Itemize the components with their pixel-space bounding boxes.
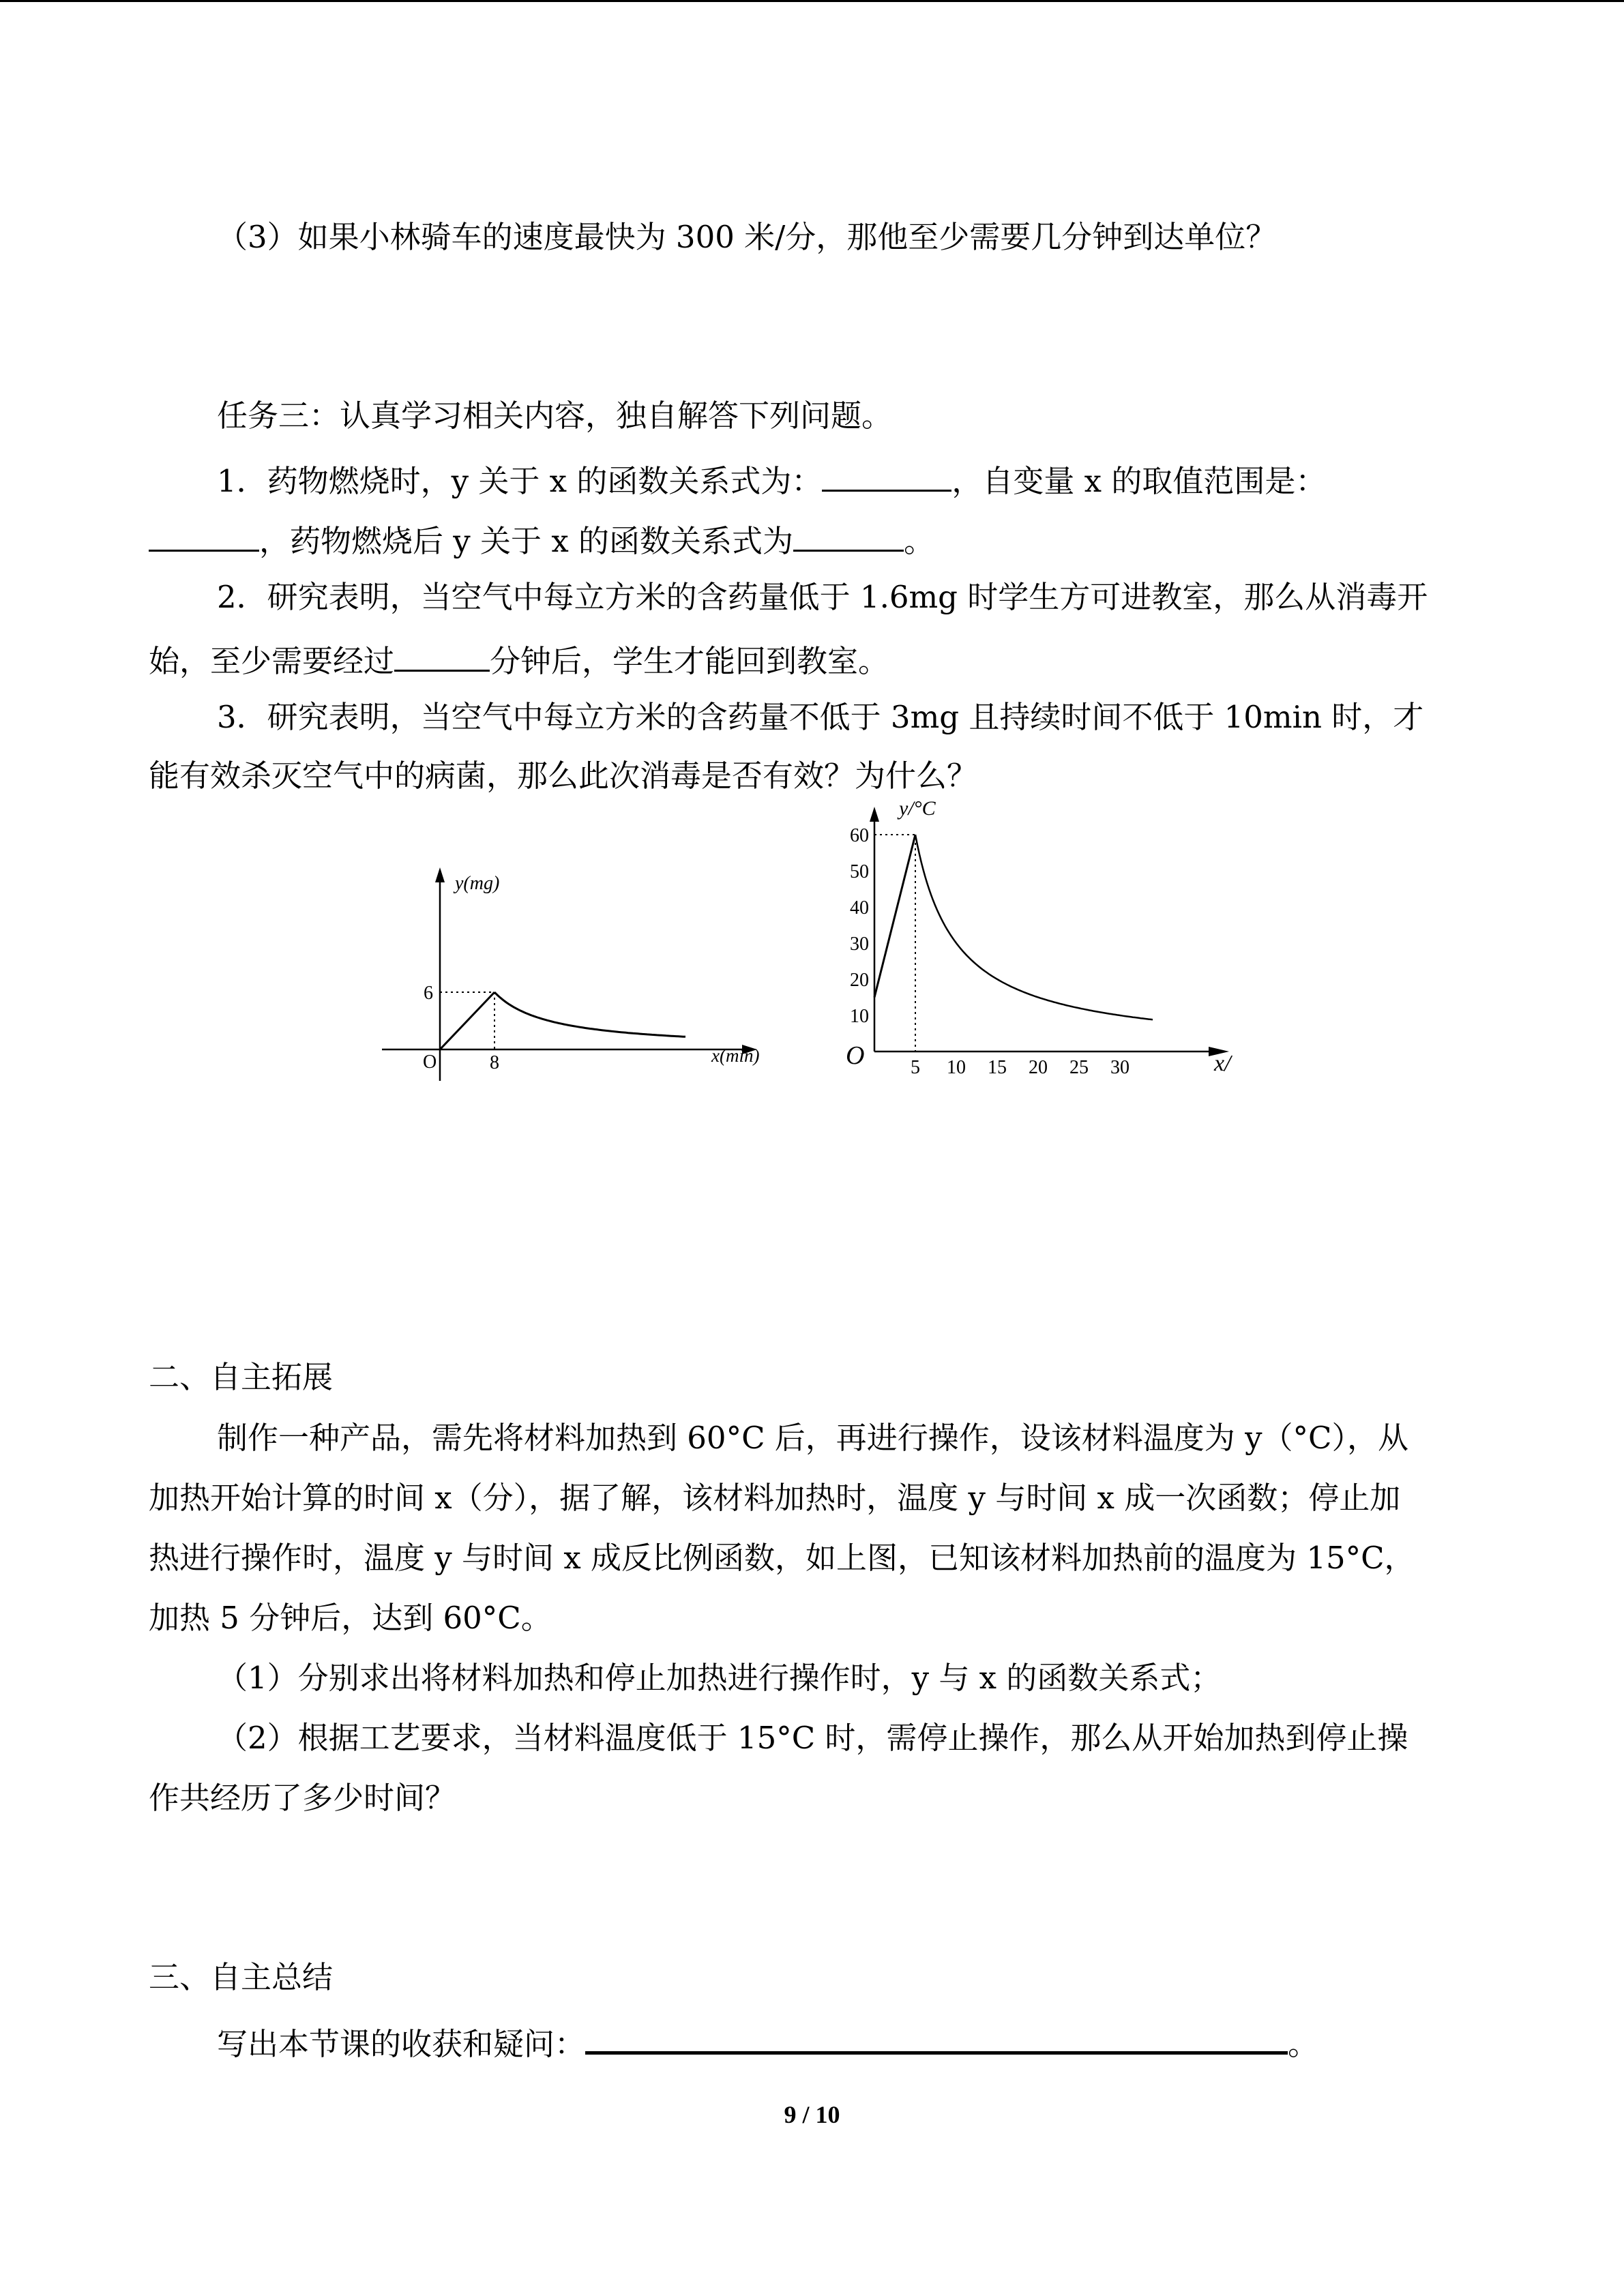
y-axis-label: y/°C (899, 797, 936, 820)
x-axis-label: x/ (1214, 1051, 1231, 1076)
operating-curve (915, 835, 1153, 1019)
task3-item1-line2 (149, 517, 934, 562)
item1-blank-2[interactable] (149, 517, 259, 552)
section2-para-line2: 加热开始计算的时间 x（分），据了解，该材料加热时，温度 y 与时间 x 成一次函数；停止加 (149, 1480, 1401, 1516)
item1-text-d: 。 (904, 523, 935, 559)
task3-item2-line1: 2．研究表明，当空气中每立方米的含药量低于 1.6mg 时学生方可进教室，那么从消毒开 (217, 579, 1428, 615)
item1-text-b: ，自变量 x 的取值范围是： (951, 463, 1327, 499)
section2-heading: 二、自主拓展 (149, 1359, 334, 1395)
section3-heading: 三、自主总结 (149, 1959, 334, 1995)
section2-question-2-line2: 作共经历了多少时间？ (149, 1780, 456, 1816)
task3-item1-line1 (217, 457, 1326, 502)
y-tick-60: 60 (850, 825, 869, 846)
x-ticks (911, 1057, 1130, 1078)
origin-label: O (846, 1041, 865, 1070)
task3-item3-line2: 能有效杀灭空气中的病菌，那么此次消毒是否有效？为什么？ (149, 758, 978, 794)
y-tick-10: 10 (850, 1006, 869, 1027)
origin-label: O (423, 1052, 437, 1073)
y-axis-arrow (870, 807, 879, 822)
section2-question-2-line1: （2）根据工艺要求，当材料温度低于 15°C 时，需停止操作，那么从开始加热到停止操 (217, 1720, 1408, 1756)
top-border (0, 0, 1624, 2)
x-tick-8: 8 (490, 1052, 499, 1073)
section2-para-line4: 加热 5 分钟后，达到 60°C。 (149, 1600, 552, 1636)
item1-text-a: 1．药物燃烧时，y 关于 x 的函数关系式为： (217, 463, 823, 499)
y-tick-30: 30 (850, 934, 869, 955)
question-3: （3）如果小林骑车的速度最快为 300 米/分，那他至少需要几分钟到达单位？ (217, 219, 1277, 255)
section2-para-line1: 制作一种产品，需先将材料加热到 60°C 后，再进行操作，设该材料温度为 y（°C），从 (217, 1420, 1408, 1456)
item1-text-c: ，药物燃烧后 y 关于 x 的函数关系式为 (259, 523, 794, 559)
temperature-chart (832, 794, 1269, 1094)
y-ticks (850, 825, 869, 1027)
decay-curve (494, 992, 685, 1037)
item2-text-c: 分钟后，学生才能回到教室。 (490, 643, 889, 679)
x-tick-15: 15 (988, 1057, 1007, 1078)
y-tick-6: 6 (424, 983, 433, 1004)
section2-para-line3: 热进行操作时，温度 y 与时间 x 成反比例函数，如上图，已知该材料加热前的温度为 15°C， (149, 1540, 1415, 1576)
item2-blank[interactable] (394, 637, 490, 672)
item1-blank-1[interactable] (822, 457, 951, 492)
task3-item2-line2 (149, 637, 889, 682)
task3-item3-line1: 3．研究表明，当空气中每立方米的含药量不低于 3mg 且持续时间不低于 10min 时，才 (217, 699, 1424, 735)
x-axis-label: x(min) (711, 1045, 760, 1066)
y-tick-50: 50 (850, 861, 869, 882)
x-tick-25: 25 (1069, 1057, 1089, 1078)
summary-prompt: 写出本节课的收获和疑问： (217, 2026, 586, 2062)
item1-blank-3[interactable] (793, 517, 904, 552)
item2-text-b: 始，至少需要经过 (149, 643, 395, 679)
heating-line (874, 835, 915, 998)
x-tick-20: 20 (1029, 1057, 1048, 1078)
burning-line (440, 992, 494, 1049)
y-axis-label: y(mg) (455, 873, 500, 894)
x-tick-30: 30 (1110, 1057, 1130, 1078)
drug-concentration-chart (375, 859, 784, 1091)
summary-blank[interactable] (585, 2017, 1288, 2055)
page-number: 9 / 10 (784, 2101, 840, 2128)
y-tick-40: 40 (850, 897, 869, 919)
y-axis-arrow (435, 867, 445, 882)
x-tick-5: 5 (911, 1057, 920, 1078)
task3-heading: 任务三：认真学习相关内容，独自解答下列问题。 (217, 398, 893, 434)
y-tick-20: 20 (850, 970, 869, 991)
peak-guide-lines (874, 835, 915, 1052)
summary-end: 。 (1288, 2026, 1319, 2062)
section2-question-1: （1）分别求出将材料加热和停止加热进行操作时，y 与 x 的函数关系式； (217, 1660, 1222, 1696)
x-tick-10: 10 (947, 1057, 966, 1078)
section3-summary-line (217, 2017, 1318, 2065)
